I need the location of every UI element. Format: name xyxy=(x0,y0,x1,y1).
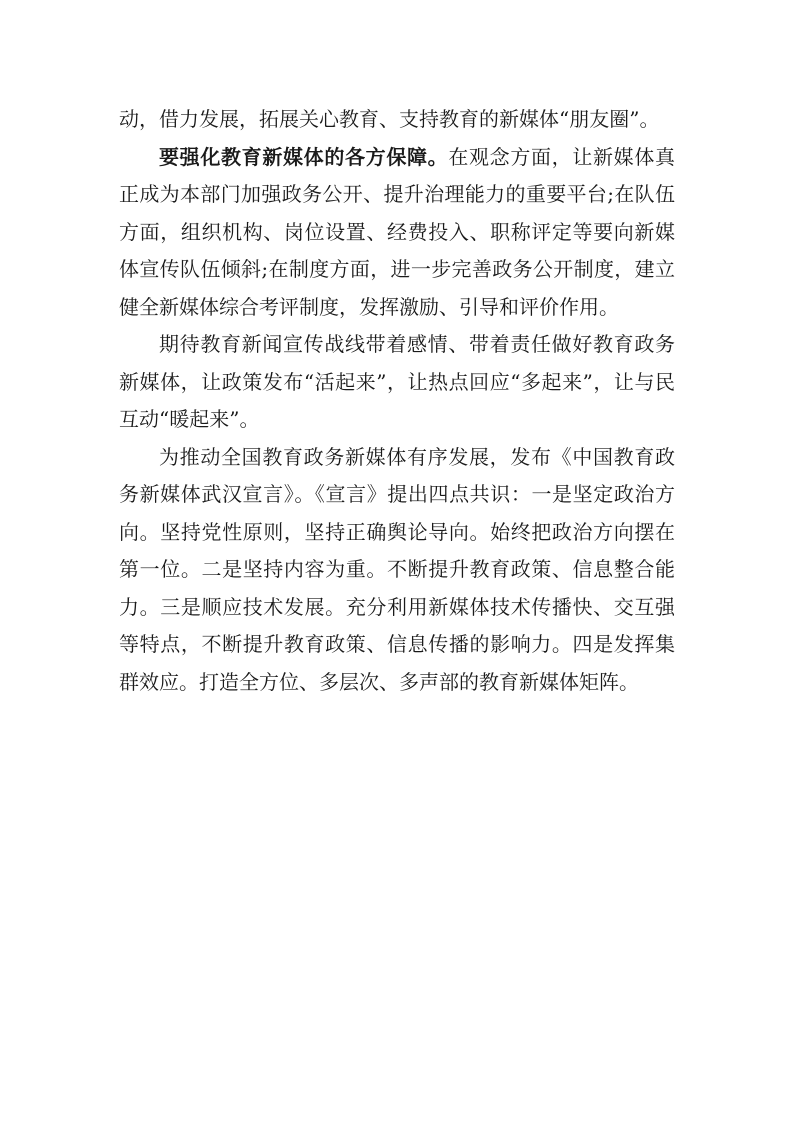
paragraph-text: 动，借力发展，拓展关心教育、支持教育的新媒体“朋友圈”。 xyxy=(119,107,660,131)
paragraph-text: 在观念方面，让新媒体真正成为本部门加强政务公开、提升治理能力的重要平台;在队伍方面，组织机构、岗位设置、经费投入、职称评定等要向新媒体宣传队伍倾斜;在制度方面，进一步完善政务公开制度，建立健全新媒体综合考评制度，发挥激励、引导和评价作用。 xyxy=(119,144,676,319)
paragraph-media-guarantee xyxy=(119,139,675,327)
paragraph-expectation xyxy=(119,326,675,439)
paragraph-wuhan-declaration xyxy=(119,439,675,702)
paragraph-continuation xyxy=(119,101,675,139)
paragraph-text: 为推动全国教育政务新媒体有序发展，发布《中国教育政务新媒体武汉宣言》。《宣言》提出四点共识：一是坚定政治方向。坚持党性原则，坚持正确舆论导向。始终把政治方向摆在第一位。二是坚持内容为重。不断提升教育政策、信息整合能力。三是顺应技术发展。充分利用新媒体技术传播快、交互强等特点，不断提升教育政策、信息传播的影响力。四是发挥集群效应。打造全方位、多层次、多声部的教育新媒体矩阵。 xyxy=(119,444,675,694)
paragraph-lead-heading: 要强化教育新媒体的各方保障。 xyxy=(159,144,449,169)
paragraph-text: 期待教育新闻宣传战线带着感情、带着责任做好教育政务新媒体，让政策发布“活起来”，让热点回应“多起来”，让与民互动“暖起来”。 xyxy=(119,332,675,431)
document-body xyxy=(119,101,675,701)
